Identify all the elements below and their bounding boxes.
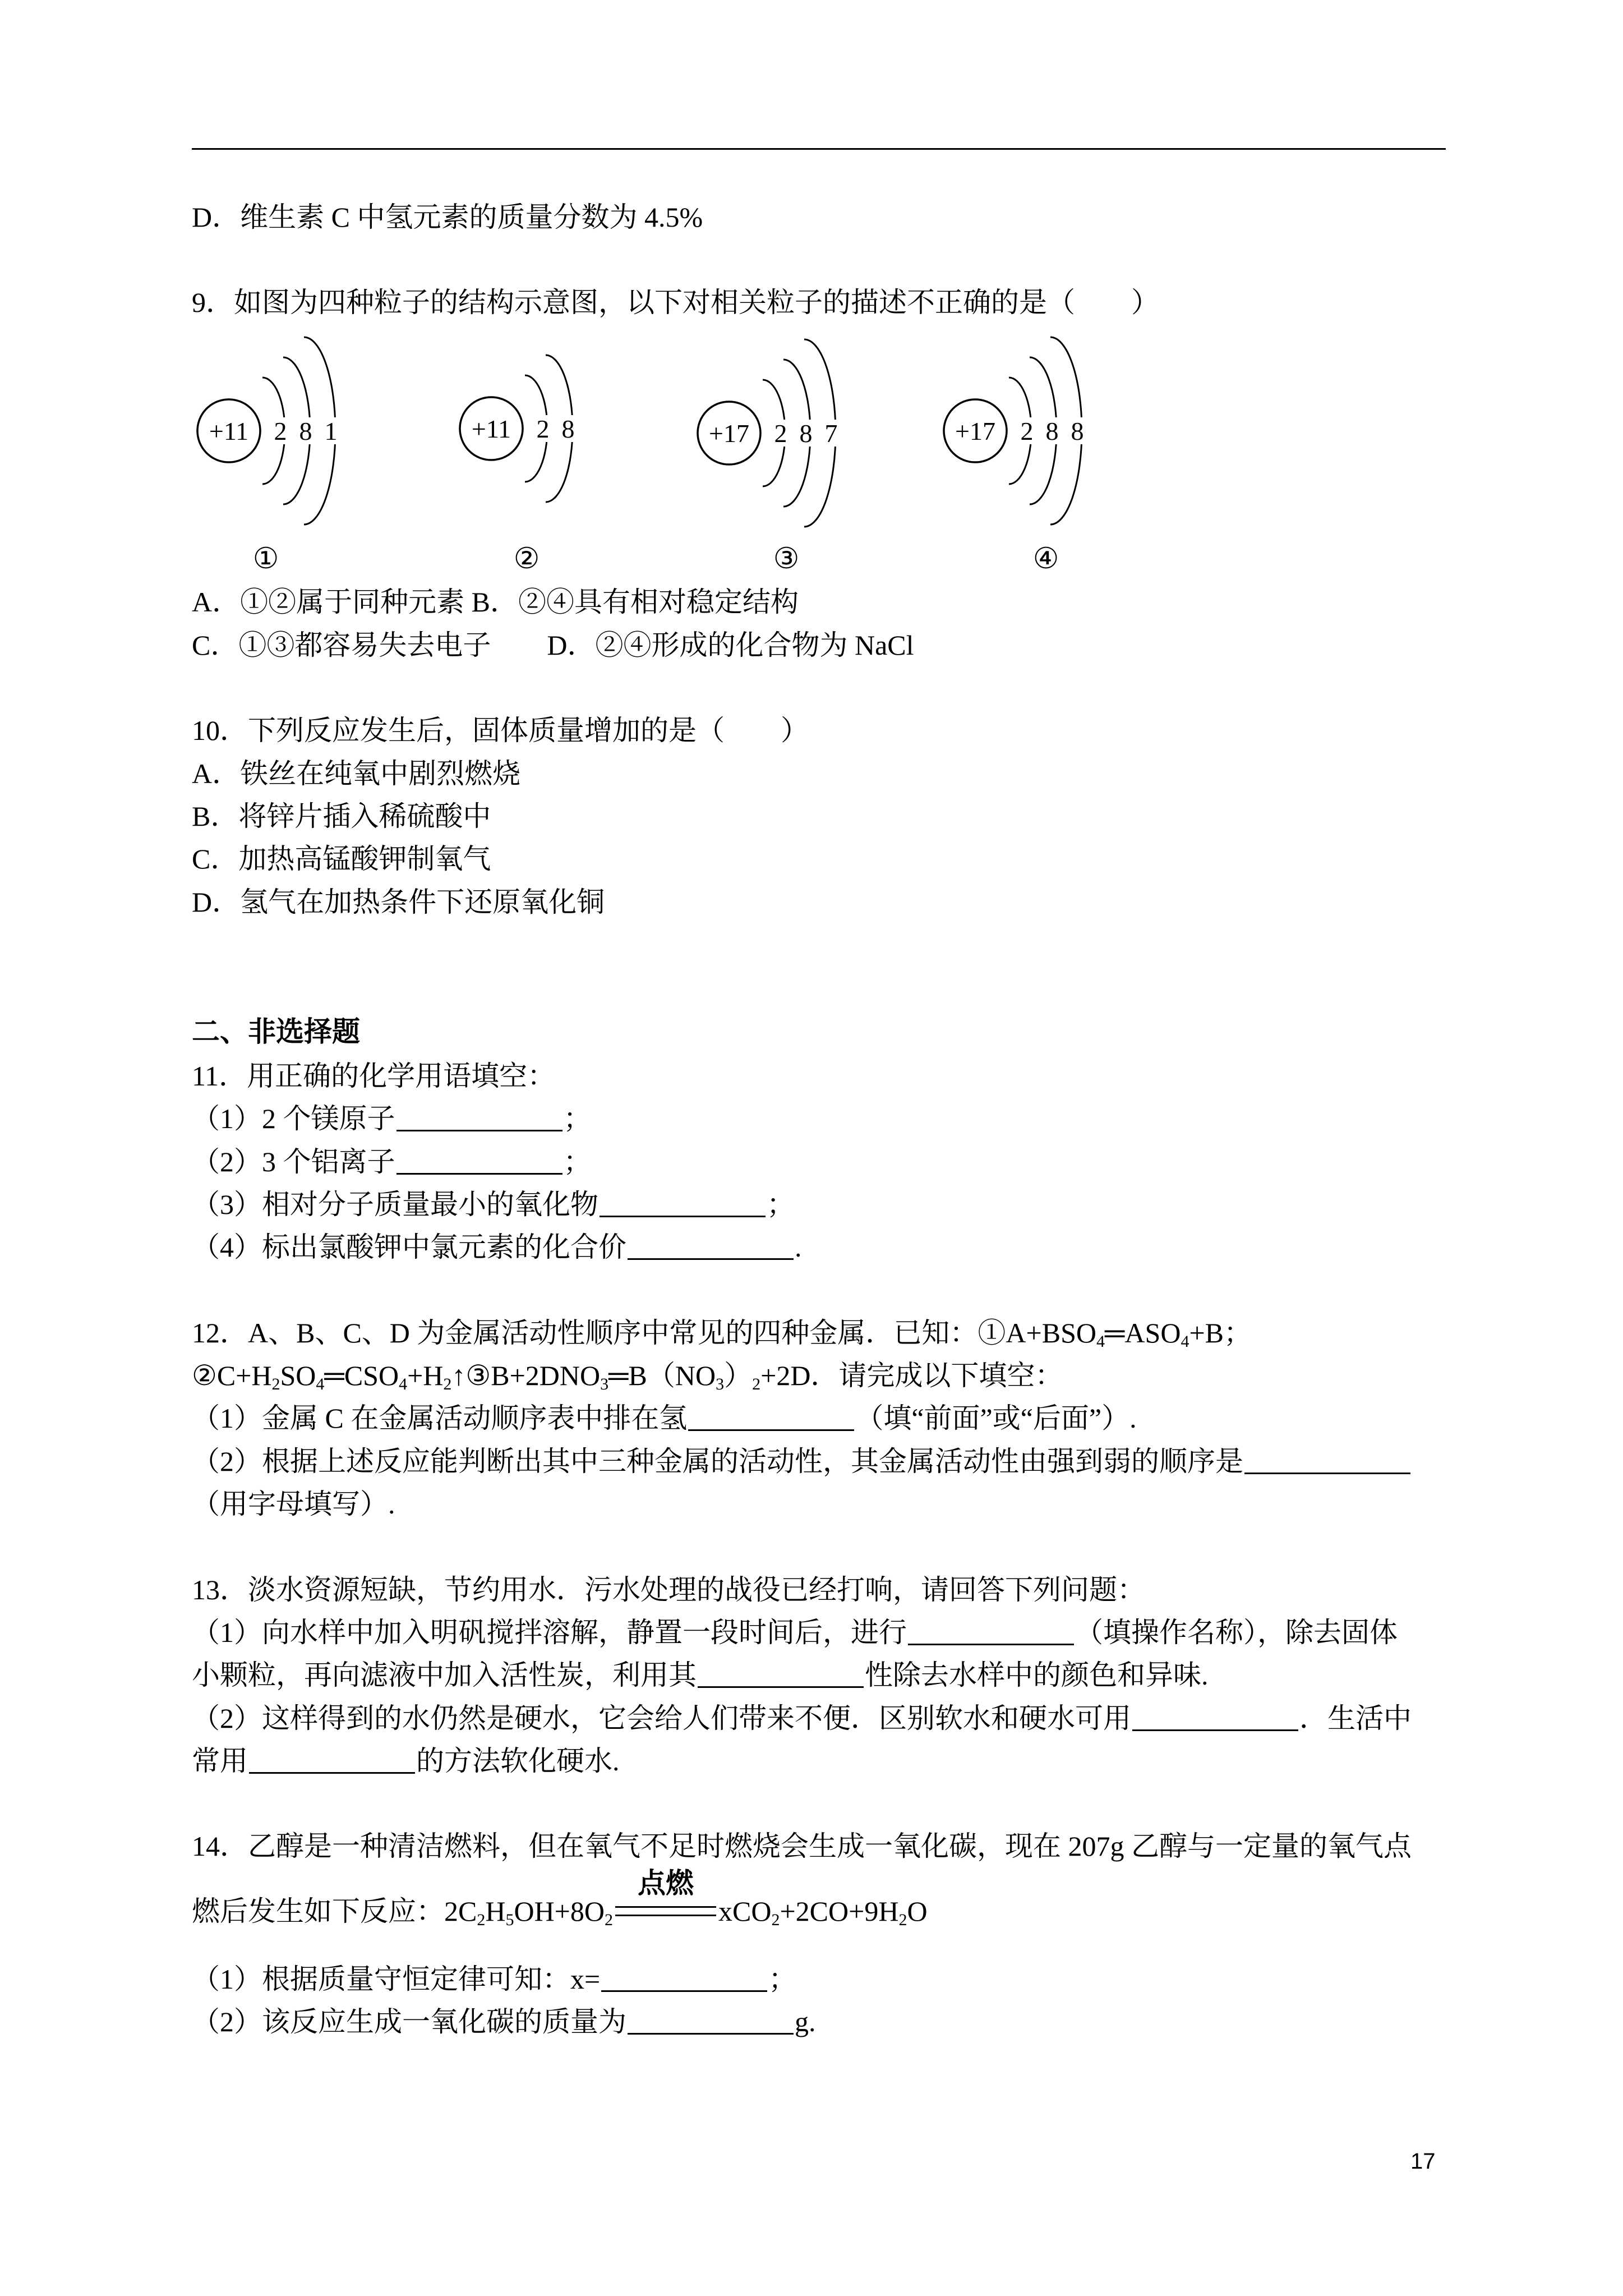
header-rule	[192, 148, 1446, 150]
text-run: SO	[280, 1360, 316, 1391]
subscript: 2	[771, 1911, 780, 1929]
text-run: 燃后发生如下反应：2C	[192, 1895, 477, 1927]
text-run: OH+8O	[514, 1895, 605, 1927]
text-run: （1）向水样中加入明矾搅拌溶解，静置一段时间后，进行	[192, 1617, 907, 1648]
nucleus-charge: +17	[709, 419, 749, 448]
shell-electron-count: 2	[774, 419, 787, 448]
text-run: ↑③B+2DNO	[451, 1360, 601, 1391]
q13-item-2	[192, 1701, 1412, 1735]
subscript: 3	[600, 1375, 609, 1393]
text-run: （2）这样得到的水仍然是硬水，它会给人们带来不便．区别软水和硬水可用	[192, 1703, 1131, 1734]
answer-blank	[249, 1747, 415, 1774]
q12-line-1	[192, 1316, 1252, 1350]
subscript: 2	[271, 1375, 280, 1393]
answer-blank	[698, 1662, 864, 1688]
subscript: 2	[898, 1911, 907, 1929]
shell-electron-count: 8	[799, 419, 813, 448]
shell-electron-count: 7	[824, 419, 838, 448]
particle-diagram	[698, 339, 840, 576]
text-run: （4）标出氯酸钾中氯元素的化合价	[192, 1231, 626, 1263]
q12-line-2	[192, 1359, 1063, 1392]
q12-item-1	[192, 1401, 1137, 1435]
text-run: ；	[563, 1103, 592, 1134]
text-run: 的方法软化硬水.	[416, 1745, 620, 1777]
answer-blank	[628, 2008, 794, 2035]
text-run: （1）根据质量守恒定律可知：x=	[192, 1963, 601, 1995]
nucleus-charge: +11	[471, 415, 511, 443]
text-run: O	[907, 1895, 928, 1927]
q14-equation-line	[192, 1867, 928, 1929]
q9-options-line-1: A．①②属于同种元素 B．②④具有相对稳定结构	[192, 586, 799, 618]
q11-item-3	[192, 1188, 795, 1221]
q8-option-d: D．维生素 C 中氢元素的质量分数为 4.5%	[192, 201, 703, 233]
text-run: （用字母填写）.	[192, 1488, 395, 1520]
q11-item-1	[192, 1102, 592, 1135]
shell-electron-count: 8	[1071, 417, 1084, 445]
answer-blank	[1244, 1448, 1410, 1474]
q13-item-2-cont	[192, 1744, 620, 1778]
text-run: 13．淡水资源短缺，节约用水．污水处理的战役已经打响，请回答下列问题：	[192, 1574, 1145, 1605]
shell-electron-count: 8	[299, 417, 312, 445]
section-title: 二、非选择题	[192, 1015, 360, 1048]
text-run: xCO	[718, 1895, 772, 1927]
text-run: ②C+H	[192, 1360, 272, 1391]
text-run: +H	[407, 1360, 444, 1391]
q10-option-b: B．将锌片插入稀硫酸中	[192, 800, 491, 832]
particle-diagram	[460, 355, 577, 576]
reaction-condition-equals	[615, 1867, 716, 1916]
answer-blank	[396, 1148, 562, 1175]
particle-label: ①	[252, 542, 279, 576]
text-run: （填“前面”或“后面”）.	[855, 1402, 1137, 1434]
answer-blank	[600, 1191, 766, 1217]
subscript: 2	[443, 1375, 452, 1393]
subscript: 4	[1181, 1332, 1189, 1351]
particle-diagram	[197, 337, 339, 576]
q10-option-c: C．加热高锰酸钾制氧气	[192, 843, 491, 875]
text-run: +B；	[1189, 1317, 1252, 1349]
text-run: （2）3 个铝离子	[192, 1146, 395, 1177]
q14-item-2	[192, 2005, 816, 2039]
text-run: +2CO+9H	[780, 1895, 899, 1927]
nucleus-charge: +17	[955, 417, 995, 445]
subscript: 2	[752, 1375, 761, 1393]
q9-stem: 9．如图为四种粒子的结构示意图，以下对相关粒子的描述不正确的是（ ）	[192, 287, 1159, 318]
q12-item-2	[192, 1444, 1412, 1478]
subscript: 4	[399, 1375, 408, 1393]
text-run: ；	[767, 1189, 795, 1220]
shell-electron-count: 8	[561, 415, 575, 443]
text-run: （2）该反应生成一氧化碳的质量为	[192, 2006, 626, 2037]
text-run: （3）相对分子质量最小的氧化物	[192, 1189, 598, 1220]
text-run: ═CSO	[324, 1360, 399, 1391]
answer-blank	[628, 1234, 794, 1260]
q11-item-2	[192, 1145, 592, 1179]
answer-blank	[688, 1405, 854, 1431]
shell-electron-count: 8	[1045, 417, 1059, 445]
nucleus-charge: +11	[209, 417, 249, 445]
shell-electron-count: 2	[274, 417, 287, 445]
text-run: ．生活中	[1299, 1703, 1412, 1734]
q13-stem	[192, 1573, 1145, 1607]
subscript: 2	[477, 1911, 486, 1929]
q14-stem	[192, 1829, 1412, 1863]
text-run: ═ASO	[1105, 1317, 1181, 1349]
answer-blank	[1132, 1705, 1298, 1731]
q12-item-2-note	[192, 1487, 395, 1521]
text-run: ）	[724, 1360, 753, 1391]
text-run: H	[485, 1895, 506, 1927]
subscript: 3	[716, 1375, 725, 1393]
q10-stem: 10．下列反应发生后，固体质量增加的是（ ）	[192, 715, 809, 746]
subscript: 5	[505, 1911, 514, 1929]
particle-label: ③	[773, 542, 800, 576]
text-run: 12．A、B、C、D 为金属活动性顺序中常见的四种金属．已知：①A+BSO	[192, 1317, 1096, 1349]
q13-item-1	[192, 1616, 1398, 1649]
subscript: 4	[316, 1375, 325, 1393]
answer-blank	[601, 1966, 767, 1992]
particle-diagram	[944, 337, 1086, 576]
subscript: 2	[605, 1911, 613, 1929]
text-run: ；	[563, 1146, 592, 1177]
q13-item-1-cont	[192, 1658, 1209, 1692]
text-run: ；	[768, 1963, 797, 1995]
shell-electron-count: 2	[1020, 417, 1034, 445]
particle-label: ②	[513, 542, 540, 576]
answer-blank	[908, 1619, 1074, 1645]
text-run: ═B（NO	[608, 1360, 716, 1391]
q11-stem: 11．用正确的化学用语填空：	[192, 1060, 556, 1092]
text-run: +2D．请完成以下填空：	[760, 1360, 1063, 1391]
text-run: .	[795, 1231, 802, 1263]
text-run: g.	[795, 2006, 816, 2037]
reaction-condition-label: 点燃	[638, 1867, 694, 1899]
q11-item-4	[192, 1230, 802, 1264]
text-run: 14．乙醇是一种清洁燃料，但在氧气不足时燃烧会生成一氧化碳，现在 207g 乙醇与一定量的氧气点	[192, 1830, 1412, 1862]
text-run: （2）根据上述反应能判断出其中三种金属的活动性，其金属活动性由强到弱的顺序是	[192, 1446, 1243, 1477]
text-run: （填操作名称），除去固体	[1075, 1617, 1398, 1648]
shell-electron-count: 1	[324, 417, 338, 445]
particle-label: ④	[1032, 542, 1059, 576]
q9-options-line-2: C．①③都容易失去电子 D．②④形成的化合物为 NaCl	[192, 629, 914, 661]
text-run: 性除去水样中的颜色和异味.	[865, 1659, 1209, 1691]
subscript: 4	[1096, 1332, 1105, 1351]
particle-structure-diagrams	[168, 325, 1178, 589]
text-run: 小颗粒，再向滤液中加入活性炭，利用其	[192, 1659, 697, 1691]
answer-blank	[396, 1105, 562, 1131]
page-number: 17	[1410, 2149, 1436, 2174]
text-run: （1）2 个镁原子	[192, 1103, 395, 1134]
q14-item-1	[192, 1962, 796, 1996]
shell-electron-count: 2	[536, 415, 550, 443]
text-run: （1）金属 C 在金属活动顺序表中排在氢	[192, 1402, 688, 1434]
text-run: 常用	[192, 1745, 248, 1777]
q10-option-d: D．氢气在加热条件下还原氧化铜	[192, 886, 605, 918]
q10-option-a: A．铁丝在纯氧中剧烈燃烧	[192, 758, 521, 789]
